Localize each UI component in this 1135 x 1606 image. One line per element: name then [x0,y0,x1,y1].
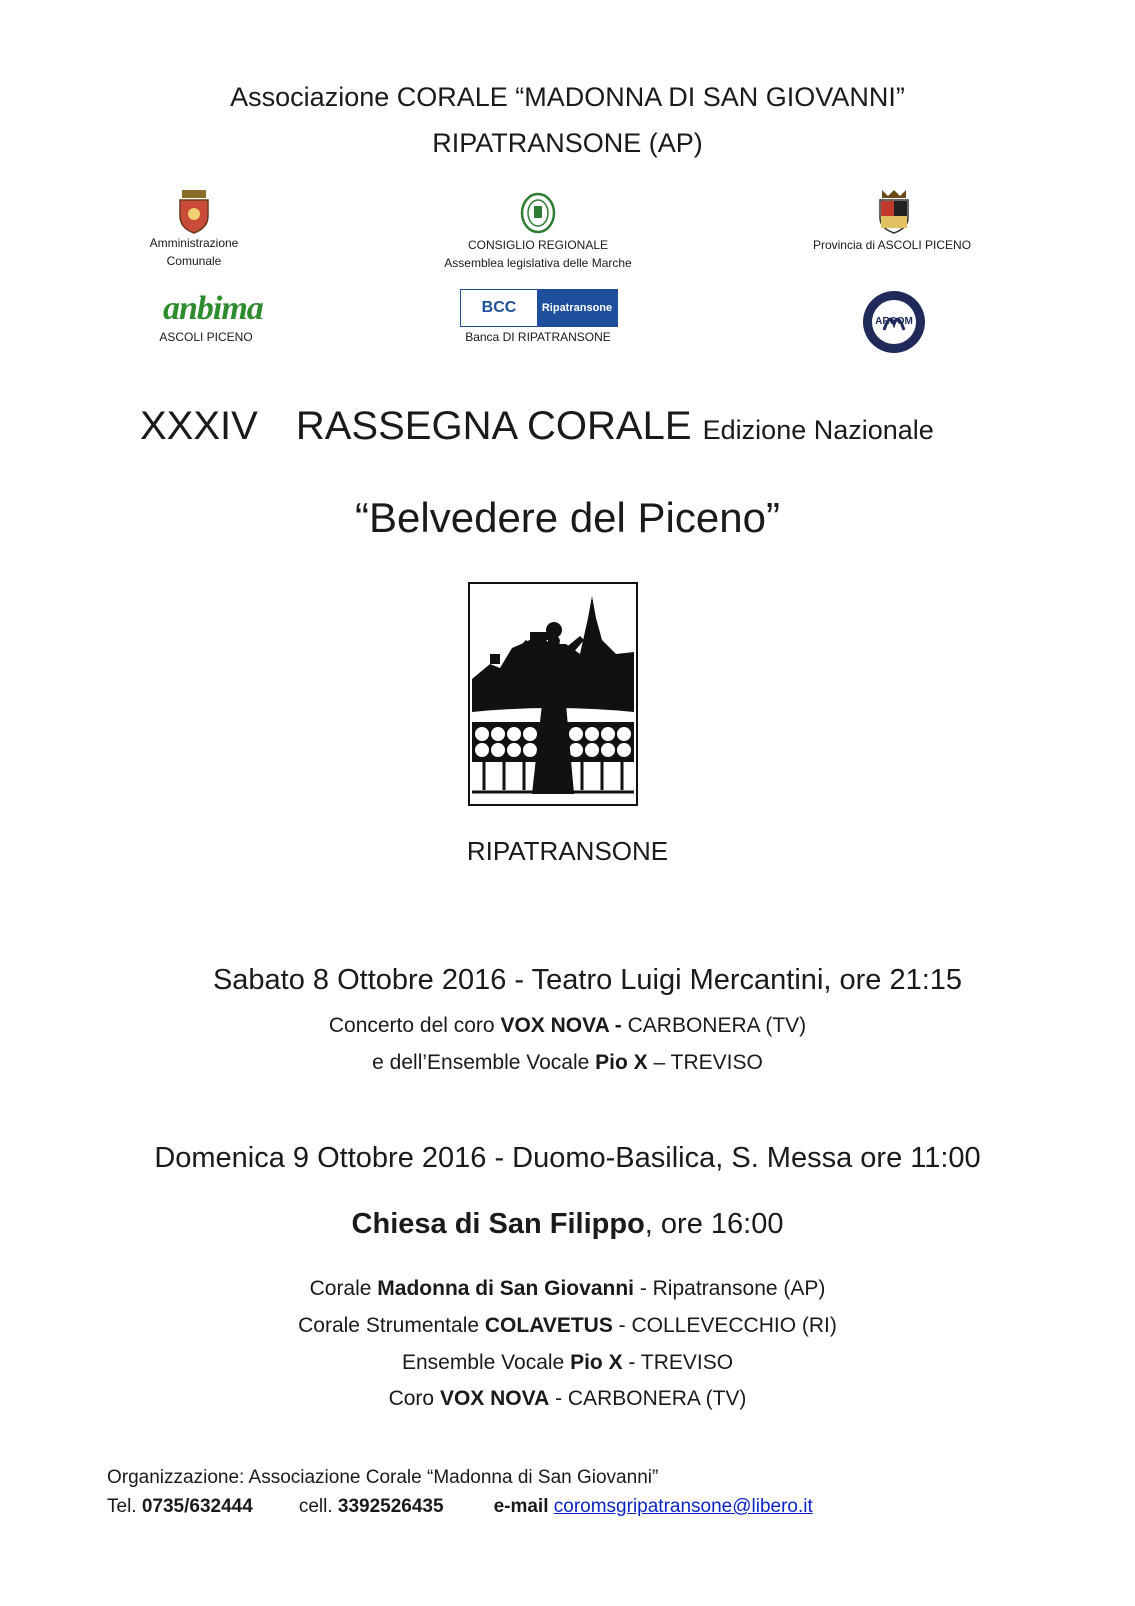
sunday-church-bold: Chiesa di San Filippo [351,1208,645,1240]
association-town: RIPATRANSONE (AP) [432,128,703,158]
email-link[interactable]: coromsgripatransone@libero.it [553,1496,813,1517]
provincia-caption: Provincia di ASCOLI PICENO [812,238,972,252]
choir-origin: - COLLEVECCHIO (RI) [612,1314,837,1337]
place-name: RIPATRANSONE [466,836,669,866]
title-main: RASSEGNA CORALE [295,404,692,448]
choir-line [0,1277,1135,1301]
saturday-line2-bold: Pio X [595,1051,648,1074]
comune-caption-line2: Comunale [166,254,222,268]
consiglio-caption [418,236,658,272]
saturday-line2-pre: e dell’Ensemble Vocale [372,1051,596,1074]
sunday-church-post: , ore 16:00 [644,1208,784,1240]
event-title [140,404,934,449]
bcc-logo-right: Ripatransone [537,290,617,326]
choir-pre: Ensemble Vocale [401,1351,571,1374]
bcc-logo-left: BCC [461,290,537,326]
regional-council-seal-icon [520,192,556,234]
saturday-ensemble-line [0,1051,1135,1075]
province-crest-icon [876,190,912,234]
saturday-line2-post: – TREVISO [647,1051,763,1074]
choir-origin: - TREVISO [622,1351,734,1374]
coat-of-arms-icon [176,190,212,234]
sunday-heading: Domenica 9 Ottobre 2016 - Duomo-Basilica, S. Messa ore 11:00 [154,1142,981,1174]
comune-caption-line1: Amministrazione [149,236,239,250]
contact-line [107,1496,813,1518]
choir-name: VOX NOVA [439,1387,550,1410]
town-silhouette-emblem-icon [468,582,638,806]
consiglio-caption-line1: CONSIGLIO REGIONALE [467,238,609,252]
choir-line [0,1387,1135,1411]
choir-line [0,1314,1135,1338]
choir-name: COLAVETUS [484,1314,613,1337]
event-subtitle: “Belvedere del Piceno” [355,494,780,541]
bcc-caption: Banca DI RIPATRANSONE [465,330,611,344]
bcc-logo [460,289,618,327]
title-edition: Edizione Nazionale [702,415,934,445]
title-numeral: XXXIV [140,404,258,448]
saturday-line1-pre: Concerto del coro [328,1014,501,1037]
choir-name: Madonna di San Giovanni [377,1277,634,1300]
saturday-line1-bold: VOX NOVA - [500,1014,622,1037]
saturday-heading: Sabato 8 Ottobre 2016 - Teatro Luigi Mercantini, ore 21:15 [212,964,963,996]
choir-origin: - CARBONERA (TV) [549,1387,747,1410]
choir-pre: Corale Strumentale [298,1314,485,1337]
email-label: e-mail [493,1496,554,1517]
anbima-caption: ASCOLI PICENO [159,330,253,344]
cell-label: cell. [298,1496,338,1517]
association-name: Associazione CORALE “MADONNA DI SAN GIOVANNI” [230,82,905,112]
saturday-concert-line [0,1014,1135,1038]
organization-line: Organizzazione: Associazione Corale “Madonna di San Giovanni” [107,1467,659,1488]
tel-label: Tel. [107,1496,142,1517]
saturday-line1-post: CARBONERA (TV) [621,1014,807,1037]
arcom-logo-icon [862,290,926,354]
choir-pre: Coro [388,1387,440,1410]
sunday-church-line [0,1208,1135,1241]
choir-origin: - Ripatransone (AP) [633,1277,826,1300]
anbima-logo: anbima [163,290,263,327]
choir-pre: Corale [309,1277,378,1300]
cell-number: 3392526435 [337,1496,444,1517]
choir-line [0,1351,1135,1375]
tel-number: 0735/632444 [141,1496,253,1517]
consiglio-caption-line2: Assemblea legislativa delle Marche [444,256,632,270]
arcom-logo-text: ARCOM [875,316,913,327]
comune-caption [134,234,254,270]
choir-name: Pio X [570,1351,623,1374]
